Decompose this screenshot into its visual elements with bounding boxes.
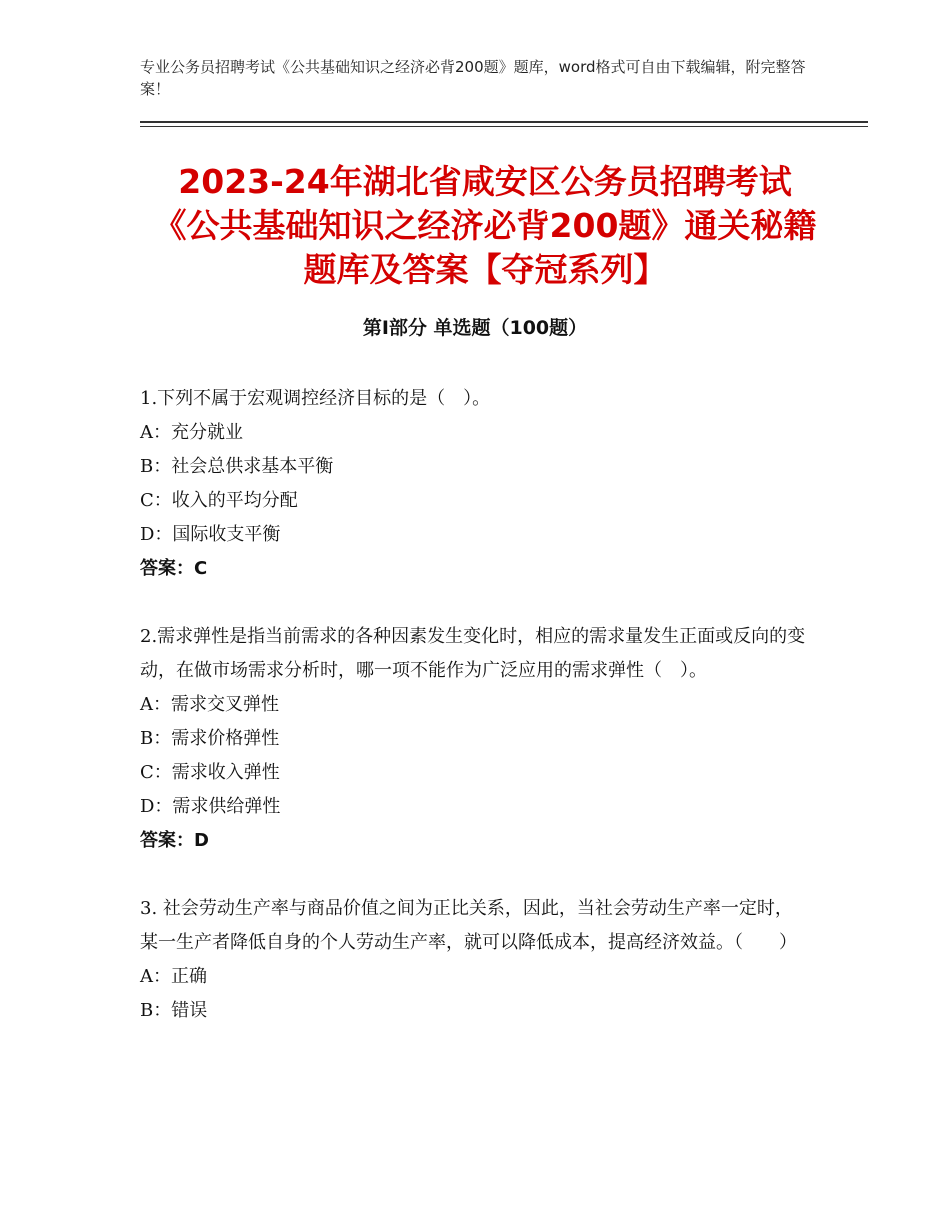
- option-d: D：国际收支平衡: [140, 524, 281, 545]
- option-c: C：需求收入弹性: [140, 762, 280, 783]
- document-title: 2023-24年湖北省咸安区公务员招聘考试《公共基础知识之经济必背200题》通关秘籍题库及答案【夺冠系列】: [153, 162, 817, 289]
- answer: 答案：D: [140, 830, 209, 851]
- option-b: B：错误: [140, 1000, 208, 1021]
- question-stem: 2.需求弹性是指当前需求的各种因素发生变化时，相应的需求量发生正面或反向的变动，在做市场需求分析时，哪一项不能作为广泛应用的需求弹性（ ）。: [140, 626, 806, 681]
- option-a: A：需求交叉弹性: [140, 694, 279, 715]
- question-list: [140, 382, 810, 1062]
- question-3: [140, 892, 810, 1028]
- question-stem: 1.下列不属于宏观调控经济目标的是（ ）。: [140, 388, 491, 409]
- option-b: B：需求价格弹性: [140, 728, 280, 749]
- question-1: [140, 382, 810, 586]
- header-divider-thin: [140, 126, 868, 127]
- question-stem: 3. 社会劳动生产率与商品价值之间为正比关系，因此，当社会劳动生产率一定时，某一生产者降低自身的个人劳动生产率，就可以降低成本，提高经济效益。（ ）: [140, 898, 797, 953]
- answer: 答案：C: [140, 558, 208, 579]
- header-divider-thick: [140, 121, 868, 123]
- option-a: A：充分就业: [140, 422, 243, 443]
- option-d: D：需求供给弹性: [140, 796, 281, 817]
- option-c: C：收入的平均分配: [140, 490, 298, 511]
- header-note: 专业公务员招聘考试《公共基础知识之经济必背200题》题库，word格式可自由下载编辑，附完整答案！: [140, 58, 806, 98]
- question-2: [140, 620, 810, 858]
- option-a: A：正确: [140, 966, 207, 987]
- section-title: 第Ⅰ部分 单选题（100题）: [362, 317, 588, 339]
- option-b: B：社会总供求基本平衡: [140, 456, 334, 477]
